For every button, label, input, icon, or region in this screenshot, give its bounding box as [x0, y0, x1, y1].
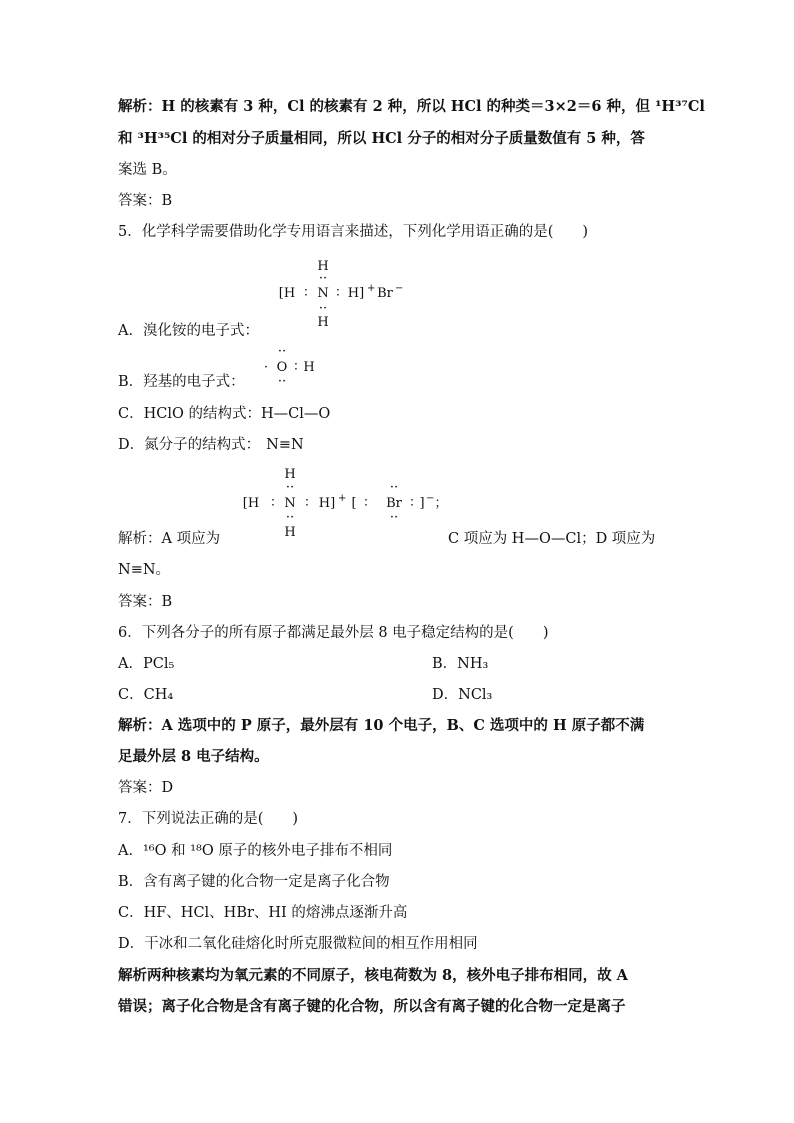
q5-stem: 5．化学科学需要借助化学专用语言来描述，下列化学用语正确的是( )	[118, 224, 589, 240]
nitrogen-structural-formula: N≡N	[266, 437, 304, 453]
q5-analysis-line-2: N≡N。	[118, 562, 171, 578]
q6-answer: 答案：D	[118, 780, 174, 796]
hydroxyl-electron-formula: ·· · O ∶ H ··	[263, 344, 315, 389]
q5-analysis-c: C 项应为 H—O—Cl；D 项应为	[448, 531, 656, 547]
q5-option-b: B．羟基的电子式：	[118, 374, 245, 390]
q7-analysis-line-1: 解析两种核素均为氧元素的不同原子，核电荷数为 8，核外电子排布相同，故 A	[118, 967, 628, 984]
q5-option-a: A．溴化铵的电子式：	[118, 323, 259, 339]
q6-analysis-line-2: 足最外层 8 电子结构。	[118, 748, 269, 765]
q4-analysis-line-2: 和 ³H³⁵Cl 的相对分子质量相同，所以 HCl 分子的相对分子质量数值有 5 种，答	[118, 130, 645, 147]
q6-option-d: D．NCl₃	[432, 687, 493, 703]
q5-option-c: C．HClO 的结构式：H—Cl—O	[118, 406, 331, 422]
q5-option-d: D．氮分子的结构式： N≡N	[118, 437, 304, 453]
q7-stem: 7．下列说法正确的是( )	[118, 811, 299, 827]
q4-answer: 答案：B	[118, 193, 173, 209]
q6-option-c: C．CH₄	[118, 687, 174, 703]
q7-option-c: C．HF、HCl、HBr、HI 的熔沸点逐渐升高	[118, 905, 408, 921]
q4-analysis-line-1: 解析：H 的核素有 3 种，Cl 的核素有 2 种，所以 HCl 的种类＝3×2＝6 种，但 ¹H³⁷Cl	[118, 98, 705, 115]
q6-option-a: A．PCl₅	[118, 656, 175, 672]
q7-analysis-line-2: 错误；离子化合物是含有离子键的化合物，所以含有离子键的化合物一定是离子	[118, 998, 626, 1015]
q7-option-a: A．¹⁶O 和 ¹⁸O 原子的核外电子排布不相同	[118, 843, 393, 859]
q7-option-d: D．干冰和二氧化硅熔化时所克服微粒间的相互作用相同	[118, 936, 478, 952]
q6-option-b: B．NH₃	[432, 656, 489, 672]
q6-analysis-line-1: 解析：A 选项中的 P 原子，最外层有 10 个电子，B、C 选项中的 H 原子都不满	[118, 717, 645, 734]
q5-analysis-a: 解析：A 项应为	[118, 531, 221, 547]
ammonium-bromide-electron-formula-option-a: H ·· [H ∶ N ∶ H] + Br − ·· H	[278, 259, 404, 330]
ammonium-bromide-electron-formula-correct: H ·· [H ∶ N ∶ H] + [ ∶ ·· Br ·· ∶ ] − ； ·· H	[242, 467, 448, 540]
q7-option-b: B．含有离子键的化合物一定是离子化合物	[118, 874, 390, 890]
q4-analysis-line-3: 案选 B。	[118, 162, 177, 178]
q6-stem: 6．下列各分子的所有原子都满足最外层 8 电子稳定结构的是( )	[118, 625, 549, 641]
q5-answer: 答案：B	[118, 594, 173, 610]
